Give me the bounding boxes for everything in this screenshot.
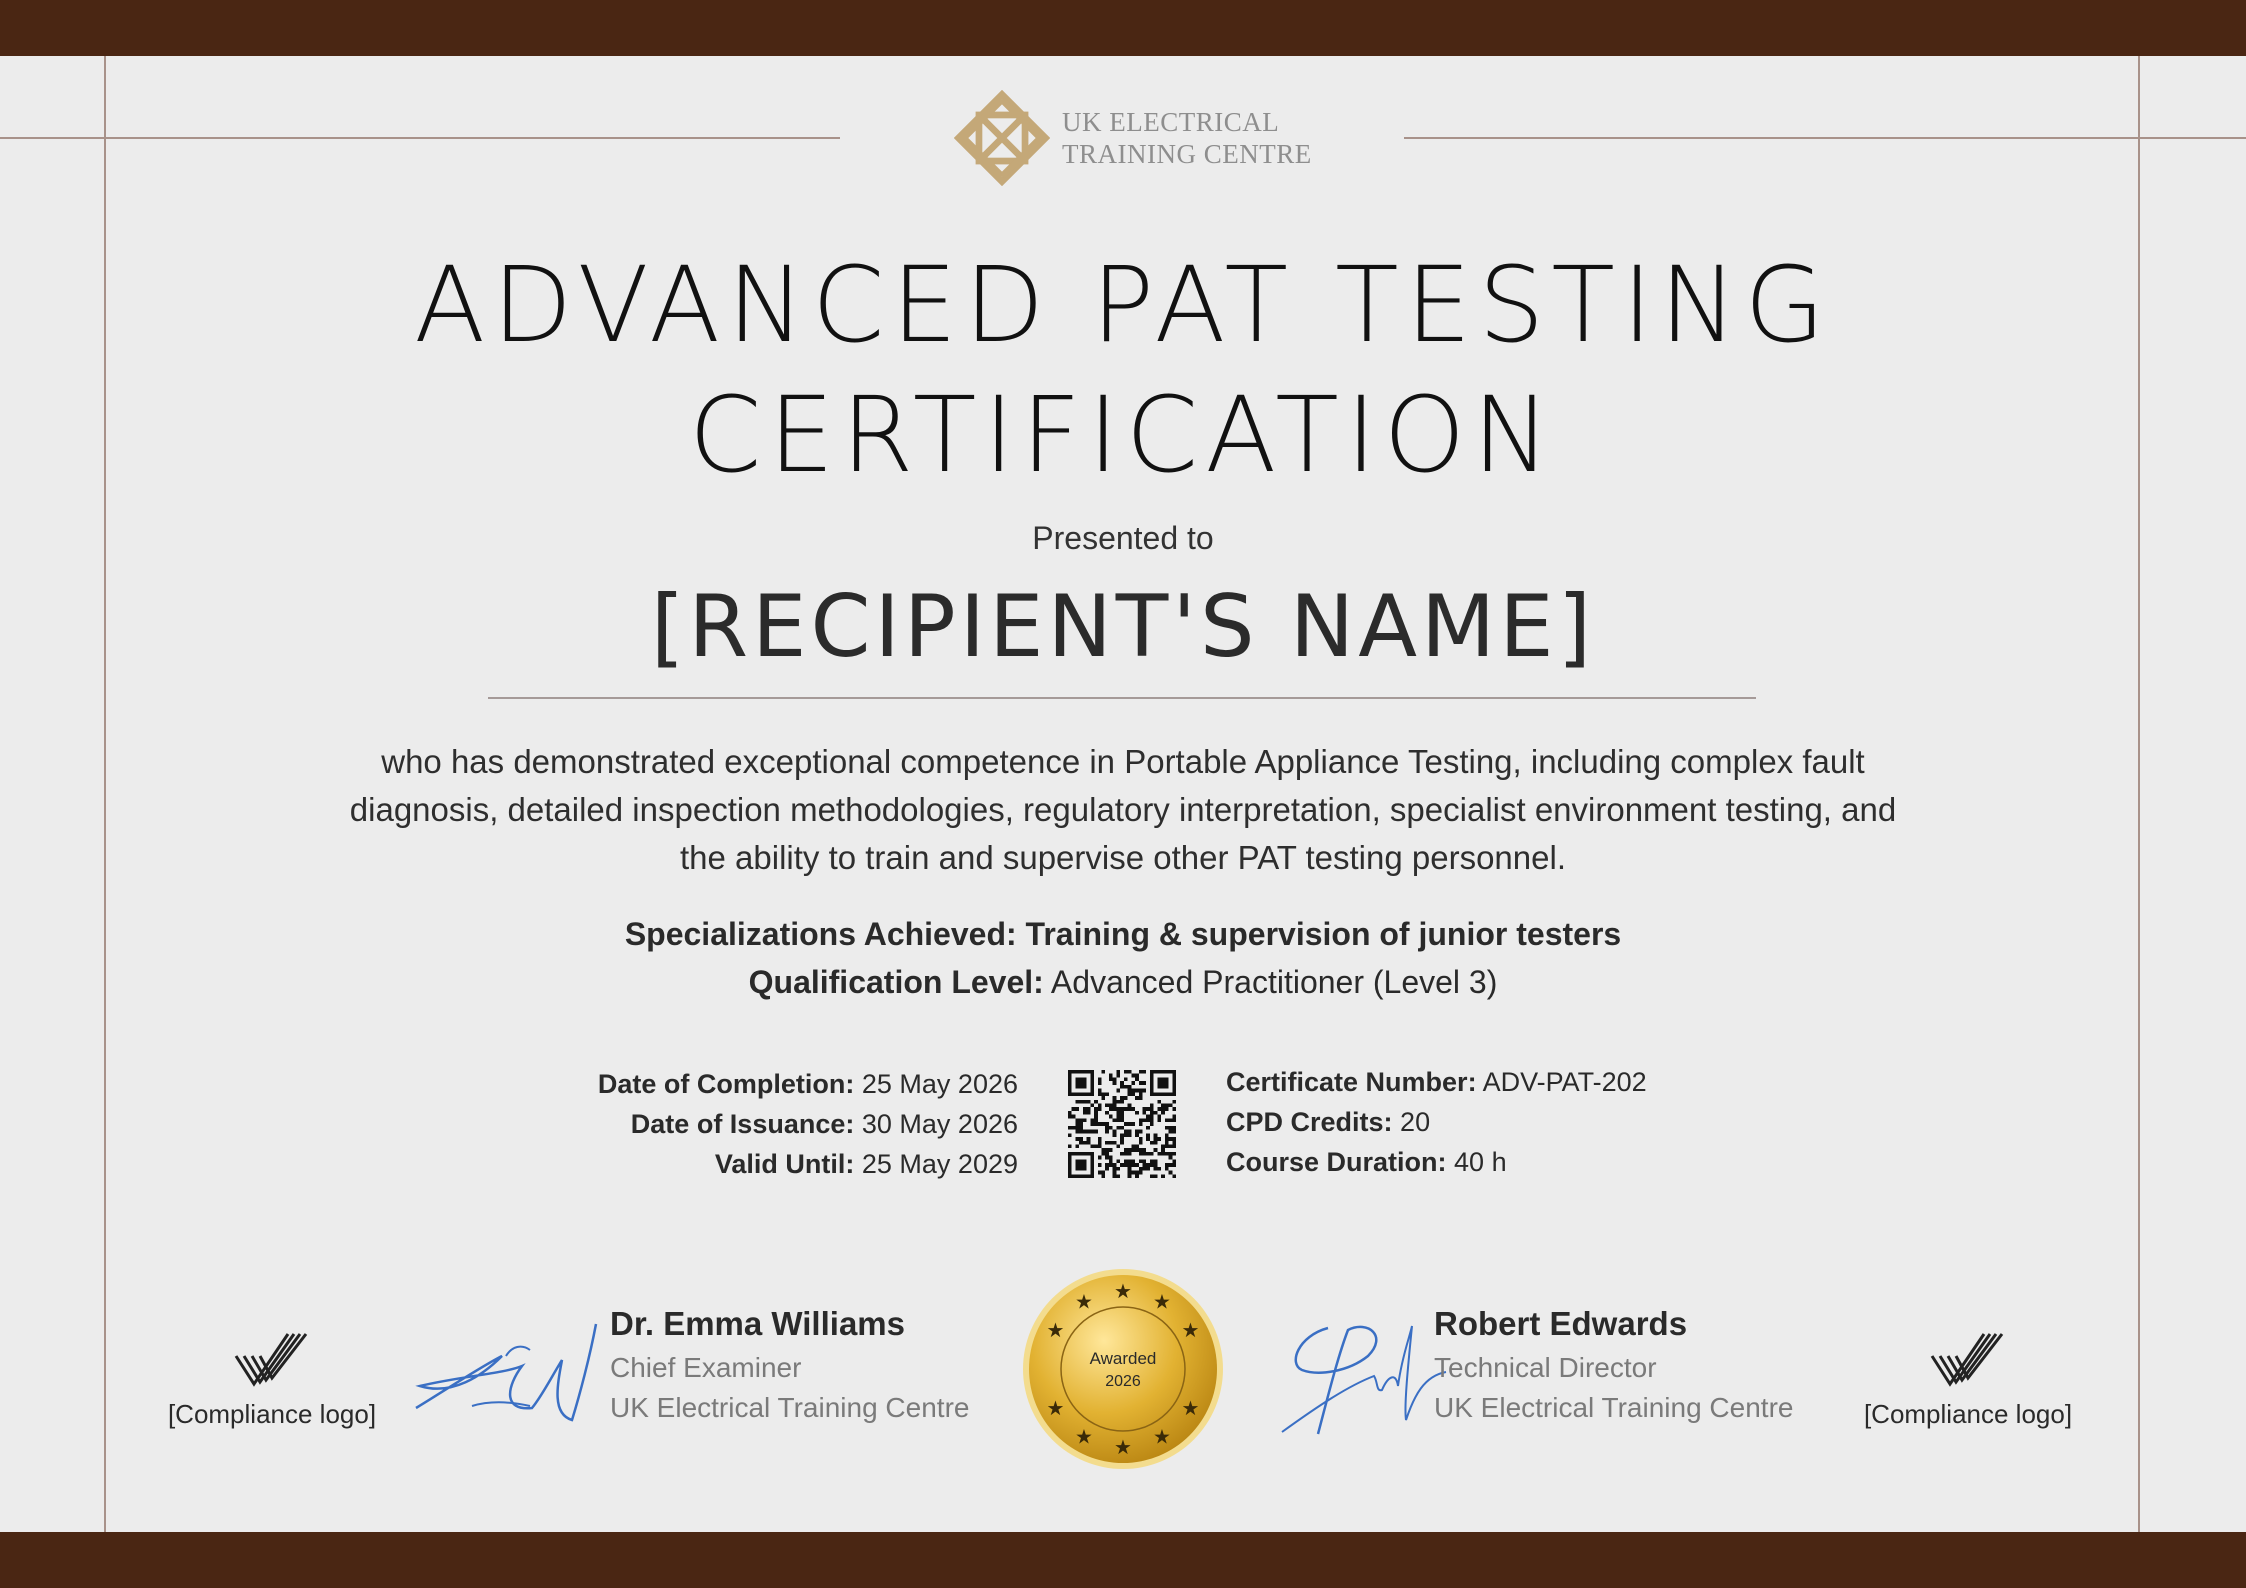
issuance-row — [440, 1104, 1018, 1144]
seal-star-icon: ★ — [1046, 1396, 1065, 1420]
seal-star-icon: ★ — [1114, 1435, 1132, 1459]
title-line-1: ADVANCED PAT TESTING — [414, 244, 1832, 366]
qualification-label: Qualification Level: — [748, 964, 1044, 1000]
cert-number-row — [1226, 1062, 1926, 1102]
issuance-value: 30 May 2026 — [861, 1109, 1018, 1139]
qualification-line — [0, 958, 2246, 1006]
valid-row — [440, 1144, 1018, 1184]
seal-star-icon: ★ — [1181, 1318, 1200, 1342]
completion-label: Date of Completion: — [597, 1069, 855, 1099]
cert-number-value: ADV-PAT-202 — [1482, 1067, 1647, 1097]
compliance-logo-right — [1848, 1330, 2088, 1430]
cpd-value: 20 — [1400, 1107, 1431, 1137]
compliance-label-left: [Compliance logo] — [167, 1399, 377, 1429]
duration-row — [1226, 1142, 1926, 1182]
seal-star-icon: ★ — [1153, 1424, 1171, 1449]
recipient-name: [RECIPIENT'S NAME] — [650, 577, 1596, 677]
valid-value: 25 May 2029 — [861, 1149, 1018, 1179]
brand-logo — [954, 90, 1312, 186]
details-block — [1226, 1062, 1926, 1182]
duration-label: Course Duration: — [1226, 1147, 1447, 1177]
compliance-logo-left — [152, 1330, 392, 1430]
name-underline — [488, 697, 1756, 699]
signer-block-1 — [610, 1300, 969, 1428]
signer-1-role: Chief Examiner — [610, 1352, 802, 1383]
description-text: who has demonstrated exceptional competence in Portable Appliance Testing, including complex fault diagnosis, detailed inspection methodologies, regulatory interpretation, specialist environment testing, and the ability to train and supervise other PAT testing personnel. — [349, 743, 1897, 876]
presented-to-label: Presented to — [1032, 520, 1214, 556]
achievements-block — [0, 910, 2246, 1006]
signer-1-org: UK Electrical Training Centre — [610, 1392, 970, 1423]
title-line-2: CERTIFICATION — [688, 374, 1558, 496]
header-rule-right — [1404, 137, 2246, 139]
completion-value: 25 May 2026 — [861, 1069, 1018, 1099]
cert-number-label: Certificate Number: — [1226, 1067, 1477, 1097]
compliance-check-icon — [232, 1330, 312, 1388]
qualification-value: Advanced Practitioner (Level 3) — [1050, 964, 1498, 1000]
bottom-band — [0, 1532, 2246, 1588]
brand-line-2: TRAINING CENTRE — [1062, 139, 1312, 169]
celtic-knot-logo-icon — [954, 90, 1050, 186]
signer-1-name: Dr. Emma Williams — [610, 1305, 905, 1342]
compliance-check-icon — [1928, 1330, 2008, 1388]
compliance-label-right: [Compliance logo] — [1863, 1399, 2073, 1429]
signature-emma-williams — [412, 1316, 598, 1430]
signer-2-name: Robert Edwards — [1434, 1305, 1688, 1342]
seal-star-icon: ★ — [1075, 1424, 1093, 1449]
seal-star-icon: ★ — [1114, 1279, 1132, 1303]
certificate-title — [0, 240, 2246, 500]
specializations-label: Specializations Achieved: — [624, 916, 1017, 952]
specializations-line — [0, 910, 2246, 958]
signature-robert-edwards — [1278, 1316, 1448, 1438]
dates-block — [440, 1064, 1018, 1184]
cpd-row — [1226, 1102, 1926, 1142]
seal-text-line-2: 2026 — [1105, 1373, 1141, 1390]
signer-block-2 — [1434, 1300, 1793, 1428]
seal-star-icon: ★ — [1153, 1289, 1171, 1314]
top-band — [0, 0, 2246, 56]
awarded-seal-badge — [1022, 1268, 1224, 1470]
seal-star-icon: ★ — [1046, 1318, 1065, 1342]
brand-line-1: UK ELECTRICAL — [1062, 107, 1280, 137]
brand-name — [1062, 106, 1312, 170]
header-rule-left — [0, 137, 840, 139]
seal-star-icon: ★ — [1181, 1396, 1200, 1420]
valid-label: Valid Until: — [714, 1149, 855, 1179]
issuance-label: Date of Issuance: — [630, 1109, 855, 1139]
cpd-label: CPD Credits: — [1226, 1107, 1393, 1137]
specializations-value: Training & supervision of junior testers — [1025, 916, 1622, 952]
signer-2-org: UK Electrical Training Centre — [1434, 1392, 1794, 1423]
completion-row — [440, 1064, 1018, 1104]
qr-code[interactable] — [1068, 1070, 1176, 1178]
signer-2-role: Technical Director — [1434, 1352, 1657, 1383]
seal-text-line-1: Awarded — [1089, 1349, 1157, 1368]
seal-star-icon: ★ — [1075, 1289, 1093, 1314]
duration-value: 40 h — [1454, 1147, 1507, 1177]
